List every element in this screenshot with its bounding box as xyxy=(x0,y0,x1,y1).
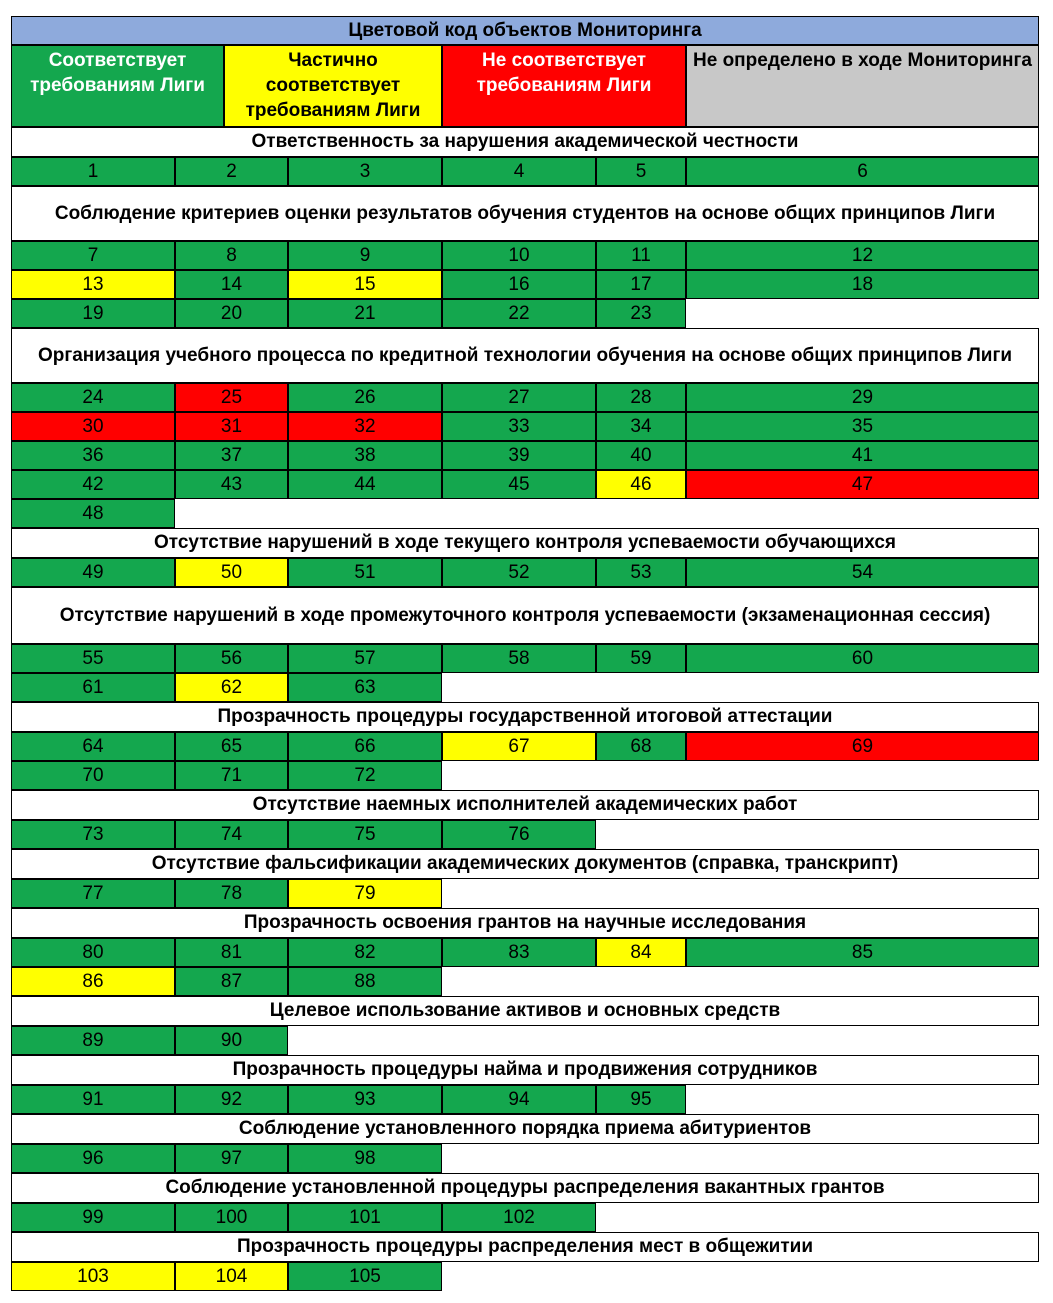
section-title: Ответственность за нарушения академической честности xyxy=(11,127,1039,157)
object-cell: 38 xyxy=(288,441,442,470)
object-cell: 19 xyxy=(11,299,175,328)
object-cell: 59 xyxy=(596,644,686,673)
legend-item: Частично соответствует требованиям Лиги xyxy=(224,45,442,127)
object-cell: 46 xyxy=(596,470,686,499)
object-cell: 85 xyxy=(686,938,1039,967)
object-cell: 78 xyxy=(175,879,288,908)
object-cell: 8 xyxy=(175,241,288,270)
object-cell: 56 xyxy=(175,644,288,673)
object-cell: 81 xyxy=(175,938,288,967)
object-cell: 101 xyxy=(288,1203,442,1232)
object-cell: 99 xyxy=(11,1203,175,1232)
section-title: Прозрачность процедуры распределения мест в общежитии xyxy=(11,1232,1039,1262)
object-cell: 71 xyxy=(175,761,288,790)
object-cell: 103 xyxy=(11,1262,175,1291)
section-title: Прозрачность процедуры найма и продвижения сотрудников xyxy=(11,1055,1039,1085)
object-cell: 87 xyxy=(175,967,288,996)
object-cell: 80 xyxy=(11,938,175,967)
object-cell: 29 xyxy=(686,383,1039,412)
object-cell: 16 xyxy=(442,270,596,299)
object-cell: 91 xyxy=(11,1085,175,1114)
object-cell: 26 xyxy=(288,383,442,412)
object-cell: 5 xyxy=(596,157,686,186)
object-cell: 42 xyxy=(11,470,175,499)
legend-item: Соответствует требованиям Лиги xyxy=(11,45,224,127)
object-cell: 93 xyxy=(288,1085,442,1114)
object-cell: 31 xyxy=(175,412,288,441)
object-cell: 25 xyxy=(175,383,288,412)
object-cell: 11 xyxy=(596,241,686,270)
object-cell: 36 xyxy=(11,441,175,470)
object-cell: 72 xyxy=(288,761,442,790)
object-cell: 37 xyxy=(175,441,288,470)
object-cell: 35 xyxy=(686,412,1039,441)
object-cell: 57 xyxy=(288,644,442,673)
object-cell: 58 xyxy=(442,644,596,673)
object-cell: 45 xyxy=(442,470,596,499)
object-cell: 39 xyxy=(442,441,596,470)
object-cell: 96 xyxy=(11,1144,175,1173)
object-cell: 73 xyxy=(11,820,175,849)
object-cell: 67 xyxy=(442,732,596,761)
object-cell: 66 xyxy=(288,732,442,761)
object-cell: 51 xyxy=(288,558,442,587)
section-title: Прозрачность освоения грантов на научные исследования xyxy=(11,908,1039,938)
object-cell: 83 xyxy=(442,938,596,967)
object-cell: 47 xyxy=(686,470,1039,499)
object-cell: 20 xyxy=(175,299,288,328)
object-cell: 18 xyxy=(686,270,1039,299)
object-cell: 61 xyxy=(11,673,175,702)
object-cell: 23 xyxy=(596,299,686,328)
object-cell: 77 xyxy=(11,879,175,908)
object-cell: 17 xyxy=(596,270,686,299)
object-cell: 1 xyxy=(11,157,175,186)
section-title: Отсутствие нарушений в ходе промежуточного контроля успеваемости (экзаменационная сессия) xyxy=(11,587,1039,644)
object-cell: 34 xyxy=(596,412,686,441)
section-title: Организация учебного процесса по кредитной технологии обучения на основе общих принципов Лиги xyxy=(11,328,1039,383)
object-cell: 14 xyxy=(175,270,288,299)
object-cell: 9 xyxy=(288,241,442,270)
object-cell: 90 xyxy=(175,1026,288,1055)
object-cell: 15 xyxy=(288,270,442,299)
object-cell: 12 xyxy=(686,241,1039,270)
object-cell: 33 xyxy=(442,412,596,441)
object-cell: 63 xyxy=(288,673,442,702)
object-cell: 53 xyxy=(596,558,686,587)
object-cell: 82 xyxy=(288,938,442,967)
object-cell: 54 xyxy=(686,558,1039,587)
object-cell: 2 xyxy=(175,157,288,186)
object-cell: 6 xyxy=(686,157,1039,186)
object-cell: 79 xyxy=(288,879,442,908)
section-title: Отсутствие нарушений в ходе текущего контроля успеваемости обучающихся xyxy=(11,528,1039,558)
object-cell: 10 xyxy=(442,241,596,270)
section-title: Прозрачность процедуры государственной итоговой аттестации xyxy=(11,702,1039,732)
section-title: Соблюдение критериев оценки результатов обучения студентов на основе общих принципов Лиги xyxy=(11,186,1039,241)
object-cell: 30 xyxy=(11,412,175,441)
object-cell: 105 xyxy=(288,1262,442,1291)
object-cell: 49 xyxy=(11,558,175,587)
section-title: Отсутствие наемных исполнителей академических работ xyxy=(11,790,1039,820)
object-cell: 69 xyxy=(686,732,1039,761)
object-cell: 62 xyxy=(175,673,288,702)
object-cell: 13 xyxy=(11,270,175,299)
legend-item: Не определено в ходе Мониторинга xyxy=(686,45,1039,127)
section-title: Соблюдение установленного порядка приема абитуриентов xyxy=(11,1114,1039,1144)
section-title: Целевое использование активов и основных средств xyxy=(11,996,1039,1026)
object-cell: 28 xyxy=(596,383,686,412)
table-title: Цветовой код объектов Мониторинга xyxy=(11,16,1039,45)
section-title: Отсутствие фальсификации академических документов (справка, транскрипт) xyxy=(11,849,1039,879)
object-cell: 40 xyxy=(596,441,686,470)
object-cell: 76 xyxy=(442,820,596,849)
object-cell: 95 xyxy=(596,1085,686,1114)
object-cell: 22 xyxy=(442,299,596,328)
object-cell: 88 xyxy=(288,967,442,996)
object-cell: 104 xyxy=(175,1262,288,1291)
object-cell: 21 xyxy=(288,299,442,328)
object-cell: 64 xyxy=(11,732,175,761)
object-cell: 3 xyxy=(288,157,442,186)
object-cell: 70 xyxy=(11,761,175,790)
section-title: Соблюдение установленной процедуры распределения вакантных грантов xyxy=(11,1173,1039,1203)
object-cell: 50 xyxy=(175,558,288,587)
object-cell: 4 xyxy=(442,157,596,186)
object-cell: 97 xyxy=(175,1144,288,1173)
object-cell: 84 xyxy=(596,938,686,967)
object-cell: 7 xyxy=(11,241,175,270)
object-cell: 24 xyxy=(11,383,175,412)
object-cell: 52 xyxy=(442,558,596,587)
object-cell: 100 xyxy=(175,1203,288,1232)
object-cell: 92 xyxy=(175,1085,288,1114)
object-cell: 94 xyxy=(442,1085,596,1114)
object-cell: 48 xyxy=(11,499,175,528)
object-cell: 44 xyxy=(288,470,442,499)
object-cell: 68 xyxy=(596,732,686,761)
object-cell: 27 xyxy=(442,383,596,412)
object-cell: 75 xyxy=(288,820,442,849)
object-cell: 32 xyxy=(288,412,442,441)
legend-item: Не соответствует требованиям Лиги xyxy=(442,45,686,127)
object-cell: 86 xyxy=(11,967,175,996)
object-cell: 74 xyxy=(175,820,288,849)
object-cell: 98 xyxy=(288,1144,442,1173)
object-cell: 60 xyxy=(686,644,1039,673)
object-cell: 55 xyxy=(11,644,175,673)
object-cell: 65 xyxy=(175,732,288,761)
monitoring-color-table xyxy=(11,16,1039,1288)
object-cell: 89 xyxy=(11,1026,175,1055)
object-cell: 102 xyxy=(442,1203,596,1232)
object-cell: 43 xyxy=(175,470,288,499)
object-cell: 41 xyxy=(686,441,1039,470)
